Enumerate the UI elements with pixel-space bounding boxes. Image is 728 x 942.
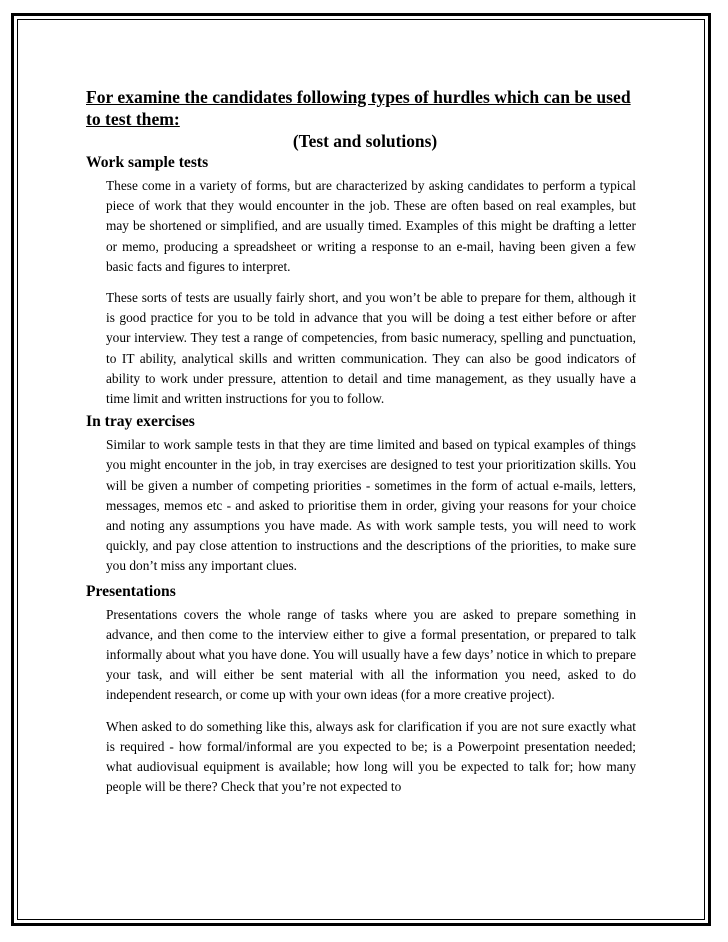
document-title: For examine the candidates following types of hurdles which can be used to test them: — [86, 87, 631, 129]
section-work-sample-tests — [86, 153, 636, 409]
document-subtitle: (Test and solutions) — [292, 131, 438, 151]
section-in-tray-exercises — [86, 412, 636, 576]
paragraph: Similar to work sample tests in that they are time limited and based on typical examples of things you might encounter in the job, in tray exercises are designed to test your prioritization skills. You will be given a number of competing priorities - sometimes in the form of actual e-mails, letters, messages, memos etc - and asked to prioritise them in order, giving your reasons for your choice and noting any assumptions you have made. As with work sample tests, you will need to work quickly, and pay close attention to instructions and the descriptions of the priorities, to make sure you don’t miss any important clues. — [106, 437, 636, 574]
paragraph: Presentations covers the whole range of tasks where you are asked to prepare something in advance, and then come to the interview either to give a formal presentation, or prepared to talk informally about what you have done. You will usually have a few days’ notice in which to prepare your task, and will either be sent material with all the information you need, asked to do independent research, or come up with your own ideas (for a more creative project). — [106, 606, 636, 703]
section-presentations — [86, 582, 636, 798]
paragraph: These come in a variety of forms, but are characterized by asking candidates to perform a typical piece of work that they would encounter in the job. These are often based on real examples, but may be shortened or simplified, and are usually timed. Examples of this might be drafting a letter or memo, producing a spreadsheet or writing a response to an e-mail, having been given a few basic facts and figures to interpret. — [106, 178, 636, 274]
section-heading: Presentations — [86, 582, 176, 600]
section-heading: Work sample tests — [86, 154, 209, 171]
section-heading: In tray exercises — [86, 413, 195, 431]
document-body — [86, 86, 636, 797]
paragraph: These sorts of tests are usually fairly short, and you won’t be able to prepare for them, although it is good practice for you to be told in advance that you will be doing a test either before or after your interview. They test a range of competencies, from basic numeracy, spelling and punctuation, to IT ability, analytical skills and written communication. They can also be good indicators of ability to work under pressure, attention to detail and time management, as they usually have a time limit and written instructions for you to follow. — [106, 290, 636, 407]
paragraph: When asked to do something like this, always ask for clarification if you are not sure exactly what is required - how formal/informal are you expected to be; is a Powerpoint presentation needed; what audiovisual equipment is available; how long will you be expected to talk for; how many people will be there? Check that you’re not expected to — [106, 718, 636, 795]
